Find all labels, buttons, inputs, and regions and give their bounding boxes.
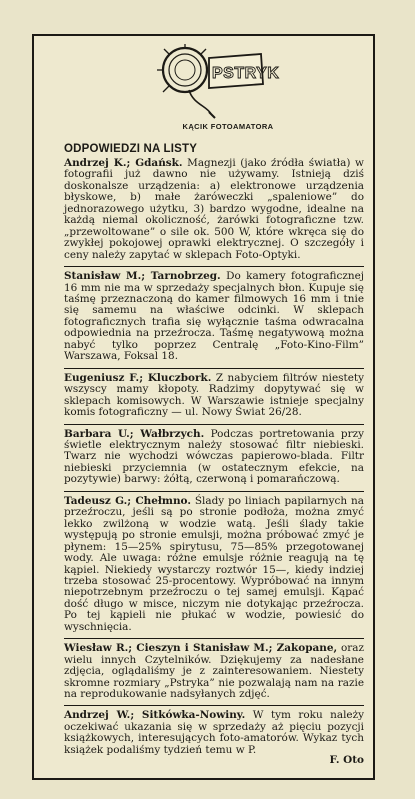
author-signature: F. Oto (329, 754, 364, 767)
entry-body: Magnezji (jako źródła światła) w fotografii już dawno nie używamy. Istnieją dziś doskonalsze urządzenia: a) elektronowe urządzenia błyskowe, b) małe żaróweczki „spaleniowe” do jednorazowego użytku, 3) bardzo wygodne, idealne na każdą niemal okoliczność, żarówki fotograficzne tzw. „przewoltowane” o sile ok. 500 W, które wkręca się do zwykłej pokojowej oprawki elektrycznej. O szczegóły i ceny należy zapytać w sklepach Foto-Optyki. (64, 157, 364, 261)
letter-entry-4 (64, 429, 364, 492)
entry-author: Eugeniusz F.; Kluczbork. (64, 371, 212, 384)
logo-title: PSTRYK (212, 65, 280, 82)
letter-entry-6 (64, 643, 364, 706)
entry-author: Andrzej W.; Sitkówka-Nowiny. (64, 709, 246, 722)
entry-body: oraz wielu innych Czytelników. Dziękujemy za nadesłane zdjęcia, oglądaliśmy je z zainteresowaniem. Niestety skromne rozmiary „Pstryka” nie pozwalają nam na razie na reprodukowanie nadsyłanych zdjęć. (64, 642, 364, 701)
entry-body: W tym roku należy oczekiwać ukazania się w sprzedaży aż pięciu pozycji książkowych, interesujących foto-amatorów. Wykaz tych książek podaliśmy tydzień temu w P. (64, 709, 364, 756)
camera-logo-icon (149, 44, 280, 122)
letter-entry-7 (64, 710, 364, 771)
letter-entry-3 (64, 373, 364, 425)
entry-body: Do kamery fotograficznej 16 mm nie ma w sprzedaży specjalnych błon. Kupuje się taśmę przeznaczoną do kamer filmowych 16 mm i tnie się samemu na właściwe odcinki. W sklepach fotograficznych trafia się wyłącznie taśma odwracalna odpowiednia na przeźrocza. Taśmę negatywową można nabyć tylko poprzez Centralę „Foto-Kino-Film” Warszawa, Foksal 18. (64, 270, 364, 363)
section-heading: ODPOWIEDZI NA LISTY (64, 143, 198, 155)
entry-body: Z nabyciem filtrów niestety wszyscy mamy kłopoty. Radzimy dopytywać się w sklepach komisowych. W Warszawie istnieje specjalny komis fotograficzny — ul. Nowy Świat 26/28. (64, 371, 364, 419)
entry-author: Barbara U.; Wałbrzych. (64, 427, 205, 440)
logo-subtitle: KĄCIK FOTOAMATORA (182, 122, 274, 131)
entry-author: Andrzej K.; Gdańsk. (64, 157, 183, 169)
letter-entry-5 (64, 496, 364, 639)
entry-body: Podczas portretowania przy świetle elektrycznym należy stosować filtr niebieski. Twarz nie wychodzi wówczas papierowo-blada. Filtr niebieski przyciemnia (w ostatecznym efekcie, na pozytywie) barwy: żółtą, czerwoną i pomarańczową. (64, 427, 364, 486)
entry-body: Ślady po liniach papilarnych na przeźroczu, jeśli są po stronie podłoża, można zmyć lekko zwilżoną w wodzie watą. Jeśli ślady takie występują po stronie emulsji, można próbować zmyć je płynem: 15—25% spirytusu, 75—85% przegotowanej wody. Ale uwaga: różne emulsje różnie reagują na tę kąpiel. Niekiedy wystarczy roztwór 15—, kiedy indziej trzeba stosować 25-procentowy. Wypróbować na innym niepotrzebnym przeźroczu o tej samej emulsji. Kąpać dość długo w misce, niczym nie dotykając przeźrocza. Po tej kąpieli nie płukać w wodzie, powiesić do wyschnięcia. (64, 494, 364, 633)
article-frame (32, 34, 375, 780)
letters-column (64, 158, 364, 776)
entry-author: Wiesław R.; Cieszyn i Stanisław M.; Zakopane, (64, 642, 338, 655)
entry-author: Stanisław M.; Tarnobrzeg. (64, 270, 221, 283)
letter-entry-2 (64, 271, 364, 369)
letter-entry-1 (64, 158, 364, 267)
entry-author: Tadeusz G.; Chełmno. (64, 494, 191, 507)
